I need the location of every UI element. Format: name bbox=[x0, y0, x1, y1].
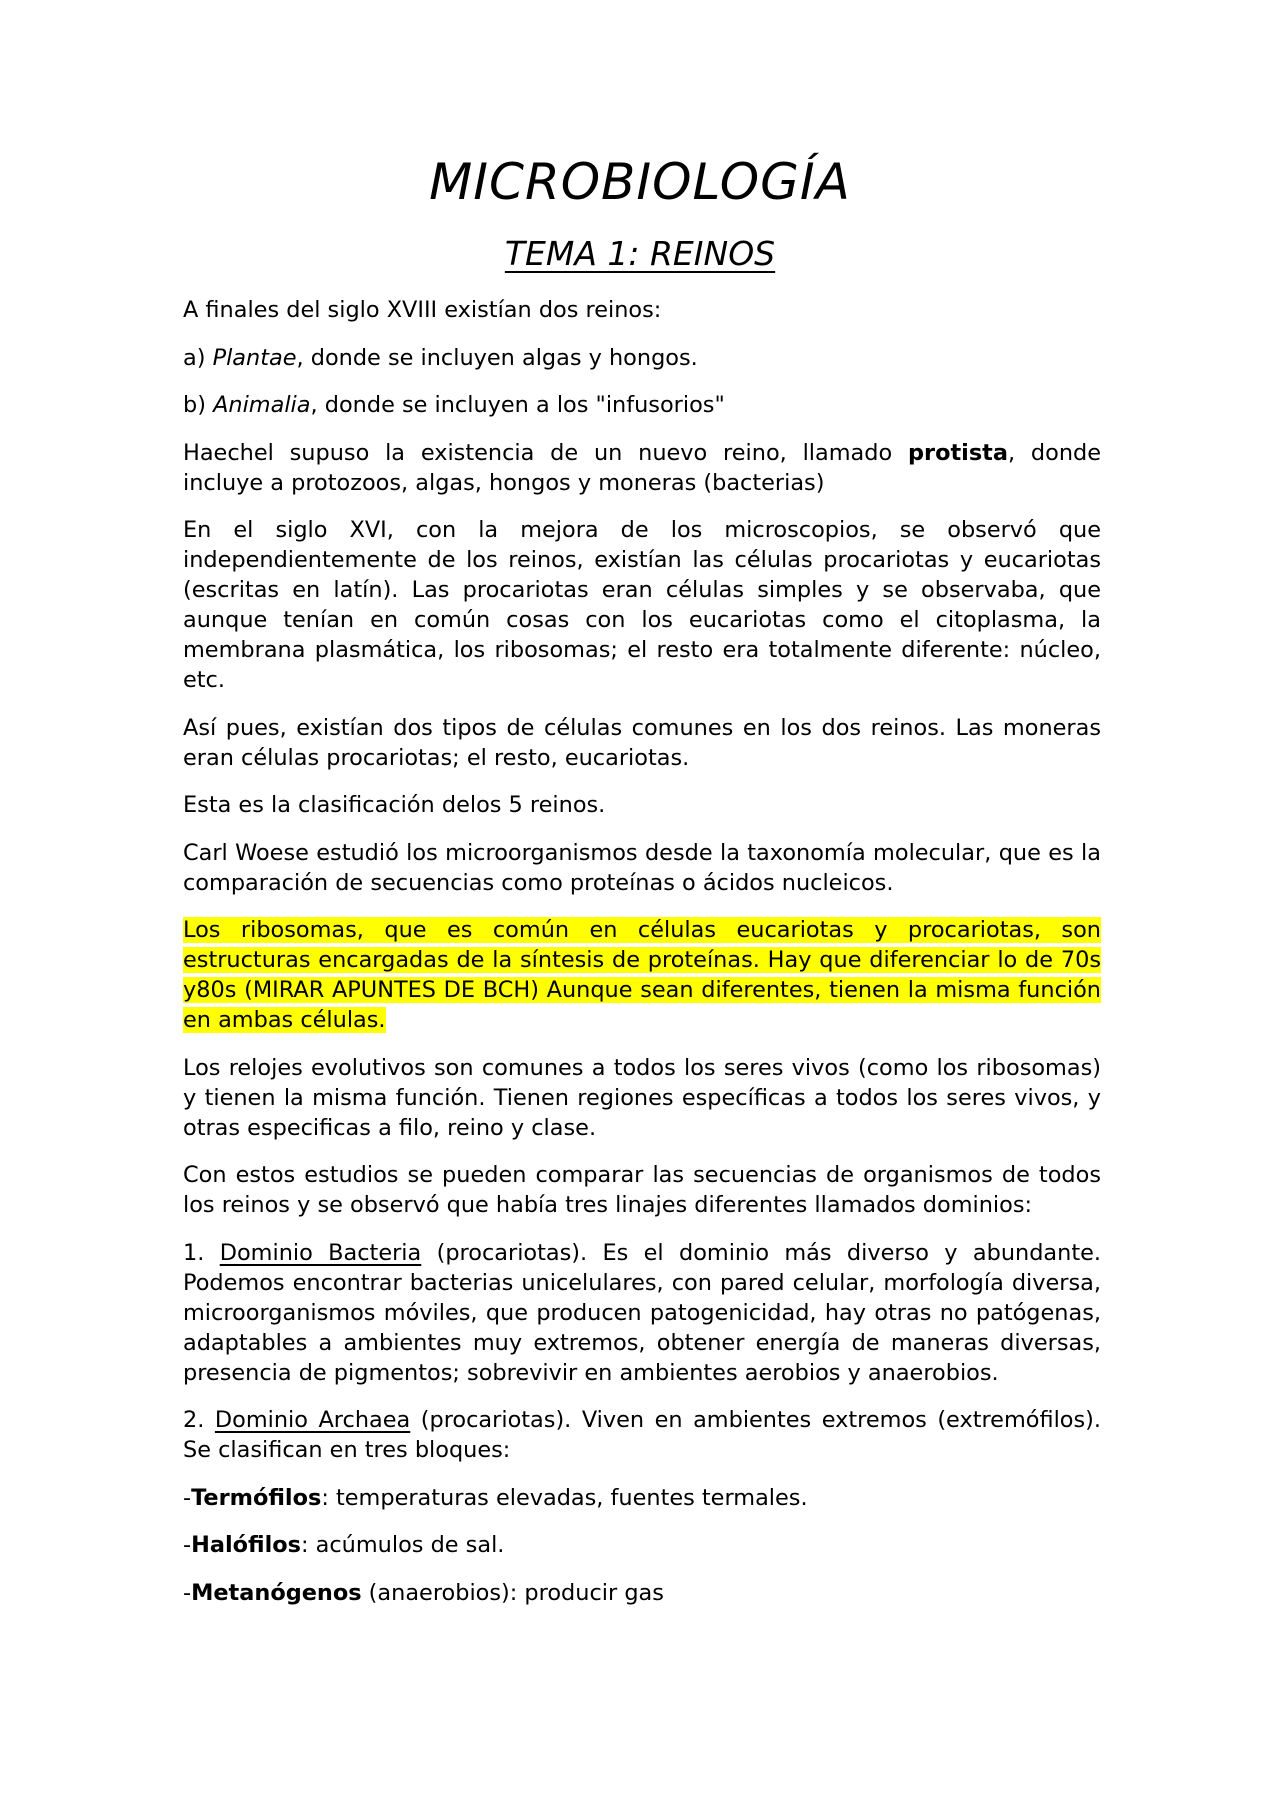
termofilos-rest: : temperaturas elevadas, fuentes termales. bbox=[321, 1484, 808, 1511]
paragraph-haechel bbox=[183, 438, 1101, 498]
subtitle-text: TEMA 1: REINOS bbox=[504, 234, 776, 273]
plantae-term: Plantae bbox=[212, 344, 297, 371]
archaea-term: Dominio Archaea bbox=[214, 1407, 411, 1433]
metanogenos-rest: (anaerobios): producir gas bbox=[361, 1579, 664, 1606]
haechel-text-2: , donde incluye a protozoos, algas, hongos y moneras (bacterias) bbox=[183, 439, 1102, 496]
paragraph-siglo-xvi: En el siglo XVI, con la mejora de los microscopios, se observó que independientemente de los reinos, existían las células procariotas y eucariotas (escritas en latín). Las procariotas eran células simples y se observaba, que aunque tenían en común cosas con los eucariotas como el citoplasma, la membrana plasmática, los ribosomas; el resto era totalmente diferente: núcleo, etc. bbox=[183, 517, 1101, 693]
paragraph-plantae bbox=[183, 343, 1101, 373]
paragraph-woese: Carl Woese estudió los microorganismos desde la taxonomía molecular, que es la comparación de secuencias como proteínas o ácidos nucleicos. bbox=[183, 839, 1101, 896]
plantae-rest: , donde se incluyen algas y hongos. bbox=[296, 344, 698, 371]
paragraph-dominio-bacteria bbox=[183, 1238, 1101, 1388]
list-item-metanogenos bbox=[183, 1578, 1101, 1608]
metanogenos-term: Metanógenos bbox=[191, 1579, 362, 1606]
haechel-protista: protista bbox=[908, 439, 1008, 466]
bacteria-term: Dominio Bacteria bbox=[219, 1239, 422, 1266]
haechel-text-1: Haechel supuso la existencia de un nuevo reino, llamado bbox=[183, 439, 908, 466]
animalia-prefix: b) bbox=[183, 392, 214, 418]
termofilos-term: Termófilos bbox=[191, 1484, 322, 1511]
list-item-termofilos bbox=[183, 1483, 1101, 1513]
halofilos-dash: - bbox=[183, 1532, 192, 1558]
highlighted-text: Los ribosomas, que es común en células eucariotas y procariotas, son estructuras encargadas de la síntesis de proteínas. Hay que diferenciar lo de 70s y80s (MIRAR APUNTES DE BCH) Aunque sean diferentes, tienen la misma función en ambas células. bbox=[183, 917, 1101, 1033]
paragraph-relojes: Los relojes evolutivos son comunes a todos los seres vivos (como los ribosomas) y tienen la misma función. Tienen regiones específicas a todos los seres vivos, y otras especificas a filo, reino y clase. bbox=[183, 1054, 1101, 1141]
paragraph-dominio-archaea bbox=[183, 1405, 1101, 1465]
halofilos-rest: : acúmulos de sal. bbox=[300, 1532, 505, 1558]
metanogenos-dash: - bbox=[183, 1579, 192, 1606]
bacteria-rest: (procariotas). Es el dominio más diverso y abundante. Podemos encontrar bacterias unicelulares, con pared celular, morfología diversa, microorganismos móviles, que producen patogenicidad, hay otras no patógenas, adaptables a ambientes muy extremos, obtener energía de maneras diversas, presencia de pigmentos; sobrevivir en ambientes aerobios y anaerobios. bbox=[183, 1239, 1102, 1386]
animalia-term: Animalia bbox=[213, 392, 311, 418]
bacteria-number: 1. bbox=[183, 1239, 220, 1266]
document-subtitle bbox=[0, 232, 1280, 276]
halofilos-term: Halófilos bbox=[191, 1532, 301, 1558]
paragraph-animalia bbox=[183, 390, 1101, 420]
paragraph-asi-pues: Así pues, existían dos tipos de células comunes en los dos reinos. Las moneras eran células procariotas; el resto, eucariotas. bbox=[183, 714, 1101, 771]
document-body bbox=[183, 295, 1101, 1625]
paragraph-intro: A finales del siglo XVIII existían dos reinos: bbox=[183, 297, 662, 323]
paragraph-estudios: Con estos estudios se pueden comparar las secuencias de organismos de todos los reinos y se observó que había tres linajes diferentes llamados dominios: bbox=[183, 1162, 1101, 1218]
archaea-rest: (procariotas). Viven en ambientes extremos (extremófilos). Se clasifican en tres bloques: bbox=[183, 1407, 1102, 1463]
termofilos-dash: - bbox=[183, 1484, 192, 1511]
animalia-rest: , donde se incluyen a los "infusorios" bbox=[310, 392, 725, 418]
paragraph-clasificacion: Esta es la clasificación delos 5 reinos. bbox=[183, 792, 606, 818]
document-title: MICROBIOLOGÍA bbox=[429, 153, 851, 211]
archaea-number: 2. bbox=[183, 1407, 215, 1433]
plantae-prefix: a) bbox=[183, 344, 213, 371]
paragraph-ribosomas bbox=[183, 915, 1101, 1035]
list-item-halofilos bbox=[183, 1530, 1101, 1560]
